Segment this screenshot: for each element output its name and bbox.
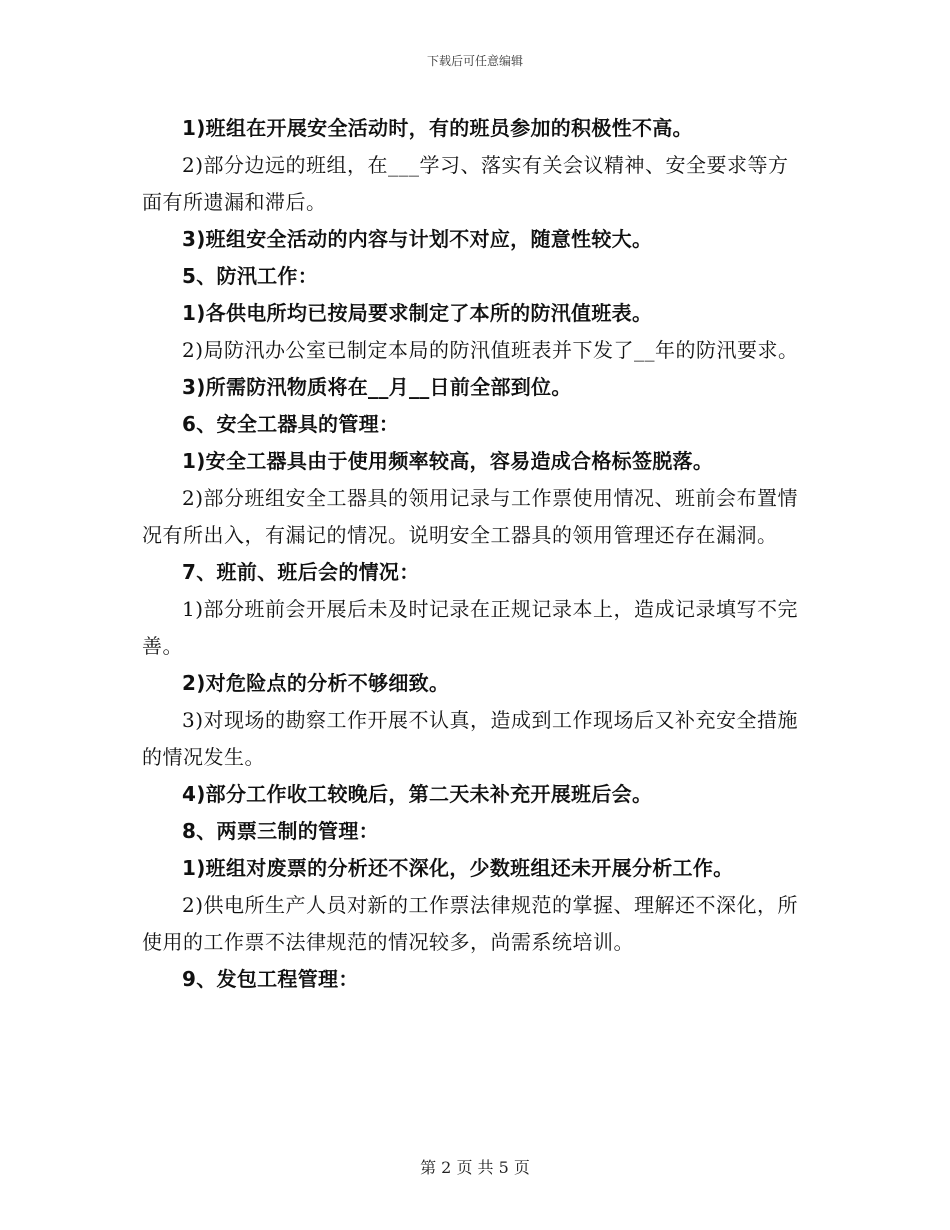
section-heading-safety-tools: 6、安全工器具的管理： xyxy=(182,412,400,436)
paragraph-15: 4)部分工作收工较晚后，第二天未补充开展班后会。 xyxy=(182,782,653,806)
paragraph-18: 2)供电所生产人员对新的工作票法律规范的掌握、理解还不深化，所使用的工作票不法律规范的情况较多，尚需系统培训。 xyxy=(142,893,799,954)
paragraph-6: 2)局防汛办公室已制定本局的防汛值班表并下发了__年的防汛要求。 xyxy=(182,338,799,362)
section-heading-contract-projects: 9、发包工程管理： xyxy=(182,967,359,991)
paragraph-14: 3)对现场的勘察工作开展不认真，造成到工作现场后又补充安全措施的情况发生。 xyxy=(142,708,799,769)
paragraph-2: 2)部分边远的班组，在___学习、落实有关会议精神、安全要求等方面有所遗漏和滞后。 xyxy=(142,153,789,214)
page-number: 第 2 页 共 5 页 xyxy=(420,1158,530,1177)
paragraph-3: 3)班组安全活动的内容与计划不对应，随意性较大。 xyxy=(182,227,653,251)
paragraph-7: 3)所需防汛物质将在__月__日前全部到位。 xyxy=(182,375,572,399)
paragraph-5: 1)各供电所均已按局要求制定了本所的防汛值班表。 xyxy=(182,301,653,325)
section-heading-shift-meetings: 7、班前、班后会的情况： xyxy=(182,560,420,584)
paragraph-13: 2)对危险点的分析不够细致。 xyxy=(182,671,450,695)
document-body xyxy=(142,110,808,998)
paragraph-1: 1)班组在开展安全活动时，有的班员参加的积极性不高。 xyxy=(182,116,693,140)
paragraph-12: 1)部分班前会开展后未及时记录在正规记录本上，造成记录填写不完善。 xyxy=(142,597,799,658)
section-heading-flood-control: 5、防汛工作： xyxy=(182,264,319,288)
paragraph-9: 1)安全工器具由于使用频率较高，容易造成合格标签脱落。 xyxy=(182,449,714,473)
section-heading-two-tickets: 8、两票三制的管理： xyxy=(182,819,379,843)
page-header-note: 下载后可任意编辑 xyxy=(426,54,523,68)
paragraph-10: 2)部分班组安全工器具的领用记录与工作票使用情况、班前会布置情况有所出入，有漏记的情况。说明安全工器具的领用管理还存在漏洞。 xyxy=(142,486,799,547)
paragraph-17: 1)班组对废票的分析还不深化，少数班组还未开展分析工作。 xyxy=(182,856,734,880)
